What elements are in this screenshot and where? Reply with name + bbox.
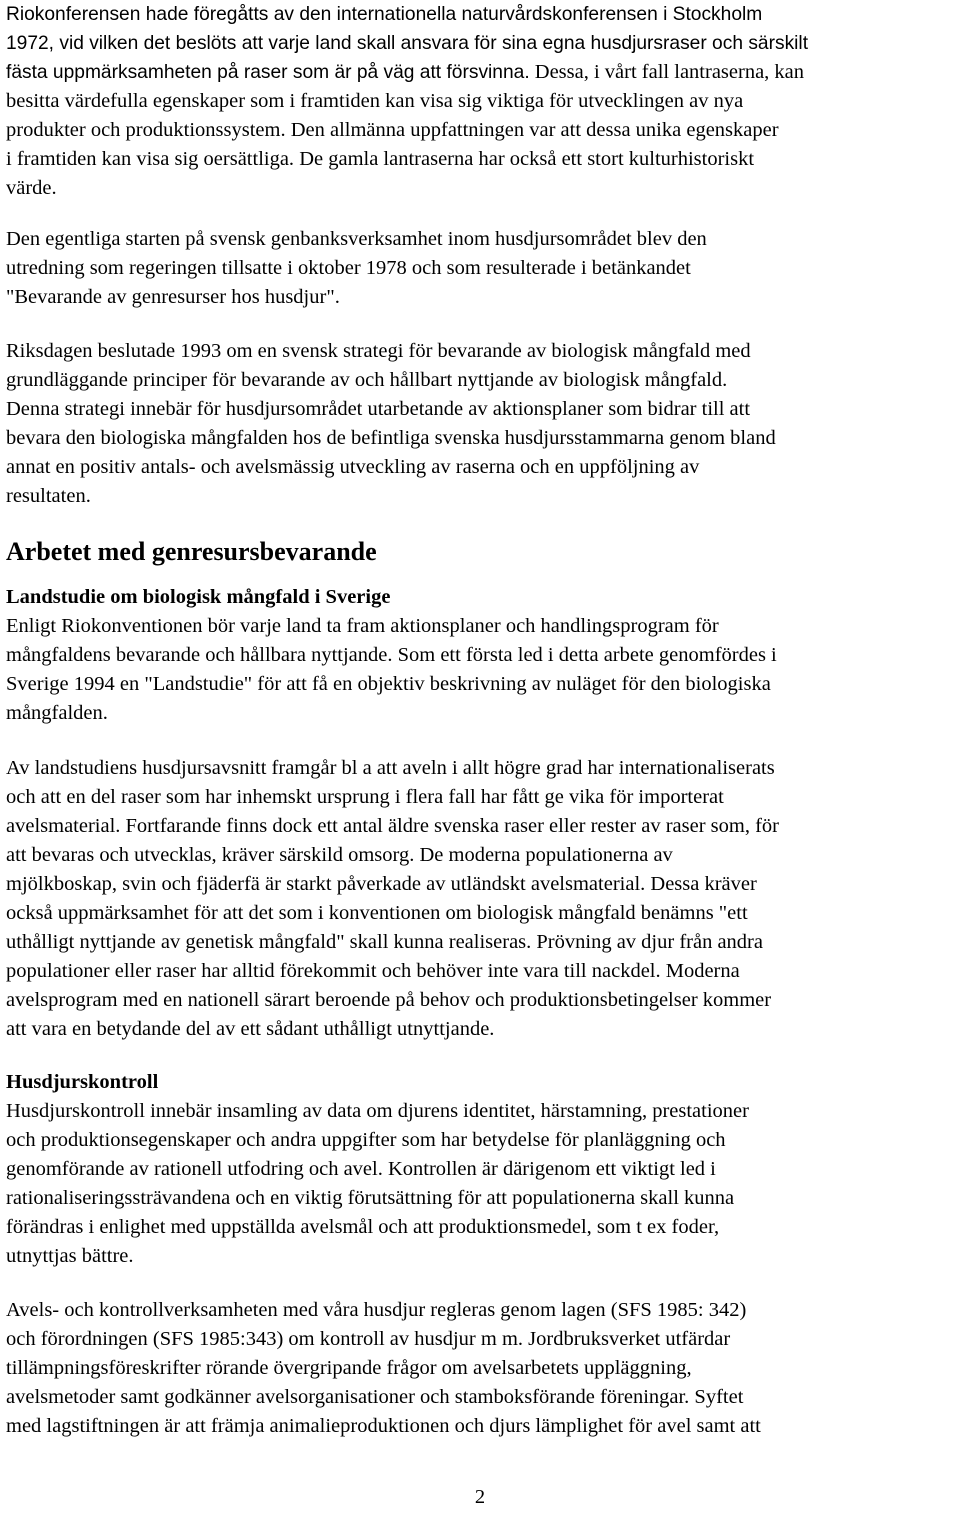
text-line: mångfaldens bevarande och hållbara nyttjande. Som ett första led i detta arbete genomfördes i bbox=[6, 644, 777, 666]
text-line: och att en del raser som har inhemskt ursprung i flera fall har fått ge vika för importerat bbox=[6, 786, 724, 808]
text-line: bevara den biologiska mångfalden hos de befintliga svenska husdjursstammarna genom bland bbox=[6, 427, 776, 449]
text-line: besitta värdefulla egenskaper som i framtiden kan visa sig viktiga för utvecklingen av nya bbox=[6, 90, 744, 112]
text-segment: fästa uppmärksamheten på raser som är på väg att försvinna. bbox=[6, 62, 530, 83]
text-line: tillämpningsföreskrifter rörande övergripande frågor om avelsarbetets uppläggning, bbox=[6, 1357, 692, 1379]
paragraph-husdjurskontroll bbox=[6, 1097, 954, 1271]
text-line: och förordningen (SFS 1985:343) om kontroll av husdjur m m. Jordbruksverket utfärdar bbox=[6, 1328, 731, 1350]
text-line: Avels- och kontrollverksamheten med våra husdjur regleras genom lagen (SFS 1985: 342) bbox=[6, 1299, 747, 1321]
text-line: och produktionsegenskaper och andra uppgifter som har betydelse för planläggning och bbox=[6, 1129, 726, 1151]
text-line: avelsprogram med en nationell särart beroende på behov och produktionsbetingelser kommer bbox=[6, 989, 772, 1011]
paragraph-lagstiftning bbox=[6, 1296, 954, 1441]
text-line: Husdjurskontroll innebär insamling av data om djurens identitet, härstamning, prestationer bbox=[6, 1100, 749, 1122]
text-line: avelsmetoder samt godkänner avelsorganisationer och stamboksförande föreningar. Syftet bbox=[6, 1386, 744, 1408]
text-line: Den egentliga starten på svensk genbanksverksamhet inom husdjursområdet blev den bbox=[6, 228, 707, 250]
paragraph-rio-conference bbox=[6, 0, 954, 203]
section-heading: Arbetet med genresursbevarande bbox=[6, 537, 377, 566]
text-line: värde. bbox=[6, 177, 57, 199]
text-line: uthålligt nyttjande av genetisk mångfald" skall kunna realiseras. Prövning av djur från andra bbox=[6, 931, 763, 953]
text-line: utnyttjas bättre. bbox=[6, 1245, 134, 1267]
text-segment: Dessa, i vårt fall lantraserna, kan bbox=[529, 61, 805, 83]
text-line: Riksdagen beslutade 1993 om en svensk strategi för bevarande av biologisk mångfald med bbox=[6, 340, 751, 362]
page-number: 2 bbox=[474, 1486, 486, 1508]
text-line: Av landstudiens husdjursavsnitt framgår bl a att aveln i allt högre grad har internationaliserats bbox=[6, 757, 775, 779]
text-line: Enligt Riokonventionen bör varje land ta fram aktionsplaner och handlingsprogram för bbox=[6, 615, 719, 637]
text-line: mångfalden. bbox=[6, 702, 108, 724]
text-line: Riokonferensen hade föregåtts av den internationella naturvårdskonferensen i Stockholm bbox=[6, 4, 763, 25]
text-line: med lagstiftningen är att främja animalieproduktionen och djurs lämplighet för avel samt att bbox=[6, 1415, 761, 1437]
text-line: populationer eller raser har alltid förekommit och behöver inte vara till nackdel. Moderna bbox=[6, 960, 740, 982]
text-line: Sverige 1994 en "Landstudie" för att få en objektiv beskrivning av nuläget för den biologiska bbox=[6, 673, 771, 695]
text-line: förändras i enlighet med uppställda avelsmål och att produktionsmedel, som t ex foder, bbox=[6, 1216, 720, 1238]
text-line: genomförande av rationell utfodring och avel. Kontrollen är därigenom ett viktigt led i bbox=[6, 1158, 716, 1180]
text-segment: Den allmänna uppfattningen var att dessa unika egenskaper bbox=[285, 119, 779, 141]
paragraph-landstudie-findings bbox=[6, 754, 954, 1044]
text-line: också uppmärksamhet för att det som i konventionen om biologisk mångfald benämns "ett bbox=[6, 902, 748, 924]
text-line: 1972, vid vilken det beslöts att varje land skall ansvara för sina egna husdjursraser och särskilt bbox=[6, 33, 809, 54]
text-segment: i framtiden kan visa sig oersättliga. bbox=[6, 148, 295, 170]
text-line: rationaliseringssträvandena och en viktig förutsättning för att populationerna skall kunna bbox=[6, 1187, 735, 1209]
text-segment: De gamla lantraserna har också ett stort kulturhistoriskt bbox=[294, 148, 755, 170]
text-line: annat en positiv antals- och avelsmässig utveckling av raserna och en uppföljning av bbox=[6, 456, 700, 478]
text-line bbox=[6, 145, 954, 174]
text-line bbox=[6, 116, 954, 145]
subsection-heading-landstudie: Landstudie om biologisk mångfald i Sverige bbox=[6, 586, 391, 608]
text-line bbox=[6, 58, 954, 87]
text-line: avelsmaterial. Fortfarande finns dock ett antal äldre svenska raser eller rester av raser som, för bbox=[6, 815, 779, 837]
paragraph-riksdag-strategy bbox=[6, 337, 954, 511]
text-line: utredning som regeringen tillsatte i oktober 1978 och som resulterade i betänkandet bbox=[6, 257, 691, 279]
text-line: att vara en betydande del av ett sådant uthålligt utnyttjande. bbox=[6, 1018, 495, 1040]
text-line: "Bevarande av genresurser hos husdjur". bbox=[6, 286, 340, 308]
subsection-heading-husdjurskontroll: Husdjurskontroll bbox=[6, 1071, 159, 1093]
text-line: att bevaras och utvecklas, kräver särskild omsorg. De moderna populationerna av bbox=[6, 844, 673, 866]
paragraph-genbank-start bbox=[6, 225, 954, 312]
text-line: resultaten. bbox=[6, 485, 91, 507]
text-line: mjölkboskap, svin och fjäderfä är starkt påverkade av utländskt avelsmaterial. Dessa kräver bbox=[6, 873, 757, 895]
text-line: grundläggande principer för bevarande av och hållbart nyttjande av biologisk mångfald. bbox=[6, 369, 728, 391]
text-line: Denna strategi innebär för husdjursområdet utarbetande av aktionsplaner som bidrar till att bbox=[6, 398, 751, 420]
text-segment: produkter och produktionssystem. bbox=[6, 119, 286, 141]
paragraph-riokonventionen bbox=[6, 612, 954, 728]
